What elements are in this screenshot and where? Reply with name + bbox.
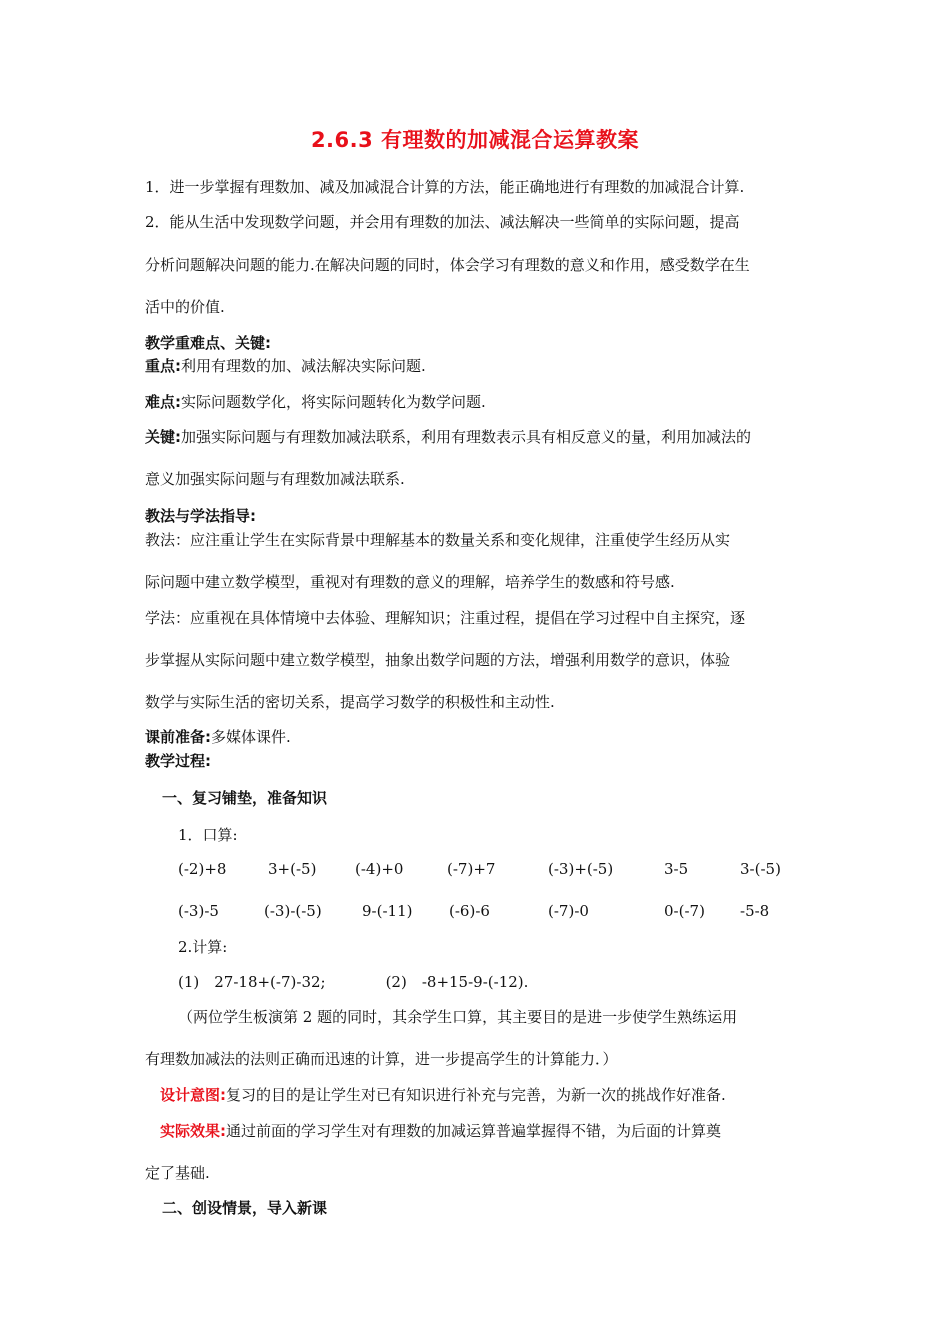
teach-line-2: 际问题中建立数学模型，重视对有理数的意义的理解，培养学生的数感和符号感. xyxy=(145,573,675,591)
intent-label: 设计意图: xyxy=(160,1086,226,1104)
goal-line-2: 2．能从生活中发现数学问题，并会用有理数的加法、减法解决一些简单的实际问题，提高 xyxy=(145,213,740,231)
effect-line-1 xyxy=(160,1121,840,1141)
teach-line-1: 教法：应注重让学生在实际背景中理解基本的数量关系和变化规律，注重使学生经历从实 xyxy=(145,531,731,549)
difficulty-text: 实际问题数学化，将实际问题转化为数学问题. xyxy=(181,393,486,411)
oral-expr: (-7)+7 xyxy=(447,860,496,878)
document-title: 2.6.3 有理数的加减混合运算教案 xyxy=(310,128,640,152)
prep-line xyxy=(145,727,825,747)
note-line-1: （两位学生板演第 2 题的同时，其余学生口算，其主要目的是进一步使学生熟练运用 xyxy=(178,1008,738,1026)
section1-heading: 一、复习铺垫，准备知识 xyxy=(162,789,328,807)
goal-line-4: 活中的价值. xyxy=(145,298,225,316)
oral-expr: (-7)-0 xyxy=(548,902,589,920)
goal-line-3: 分析问题解决问题的能力.在解决问题的同时，体会学习有理数的意义和作用，感受数学在生 xyxy=(145,256,750,274)
focus-label: 重点: xyxy=(145,357,181,375)
goal-line-1: 1．进一步掌握有理数加、减及加减混合计算的方法，能正确地进行有理数的加减混合计算. xyxy=(145,178,745,196)
oral-expr: 0-(-7) xyxy=(664,902,705,920)
prep-label: 课前准备: xyxy=(145,728,211,746)
effect-line-2: 定了基础. xyxy=(145,1164,210,1182)
oral-expr: (-3)-(-5) xyxy=(264,902,322,920)
oral-expr: -5-8 xyxy=(740,902,770,920)
oral-expr: 9-(-11) xyxy=(362,902,413,920)
difficulty-line xyxy=(145,392,825,412)
focus-line xyxy=(145,356,825,376)
oral-label: 1．口算: xyxy=(178,826,238,844)
oral-expr: 3+(-5) xyxy=(268,860,317,878)
effect-text-1: 通过前面的学习学生对有理数的加减运算普遍掌握得不错，为后面的计算奠 xyxy=(226,1122,722,1140)
learn-line-1: 学法：应重视在具体情境中去体验、理解知识；注重过程，提倡在学习过程中自主探究，逐 xyxy=(145,609,746,627)
oral-expr: 3-5 xyxy=(664,860,689,878)
oral-expr: 3-(-5) xyxy=(740,860,781,878)
prep-text: 多媒体课件. xyxy=(211,728,291,746)
key-points-heading: 教学重难点、关键: xyxy=(145,334,271,352)
focus-text: 利用有理数的加、减法解决实际问题. xyxy=(181,357,426,375)
intent-line xyxy=(160,1085,840,1105)
key-label: 关键: xyxy=(145,428,181,446)
oral-expr: (-3)+(-5) xyxy=(548,860,614,878)
process-heading: 教学过程: xyxy=(145,752,211,770)
learn-line-3: 数学与实际生活的密切关系，提高学习数学的积极性和主动性. xyxy=(145,693,555,711)
key-line-2: 意义加强实际问题与有理数加减法联系. xyxy=(145,470,405,488)
calc-line: (1) 27-18+(-7)-32; (2) -8+15-9-(-12). xyxy=(178,973,529,991)
intent-text: 复习的目的是让学生对已有知识进行补充与完善，为新一次的挑战作好准备. xyxy=(226,1086,726,1104)
learn-line-2: 步掌握从实际问题中建立数学模型，抽象出数学问题的方法，增强利用数学的意识，体验 xyxy=(145,651,731,669)
oral-expr: (-4)+0 xyxy=(355,860,404,878)
key-text-1: 加强实际问题与有理数加减法联系，利用有理数表示具有相反意义的量，利用加减法的 xyxy=(181,428,752,446)
section2-heading: 二、创设情景，导入新课 xyxy=(162,1199,328,1217)
oral-expr: (-6)-6 xyxy=(449,902,490,920)
methods-heading: 教法与学法指导: xyxy=(145,507,256,525)
note-line-2: 有理数加减法的法则正确而迅速的计算，进一步提高学生的计算能力．） xyxy=(145,1050,618,1068)
calc-label: 2.计算: xyxy=(178,938,228,956)
oral-expr: (-2)+8 xyxy=(178,860,227,878)
oral-expr: (-3)-5 xyxy=(178,902,219,920)
effect-label: 实际效果: xyxy=(160,1122,226,1140)
key-line-1 xyxy=(145,427,825,447)
difficulty-label: 难点: xyxy=(145,393,181,411)
